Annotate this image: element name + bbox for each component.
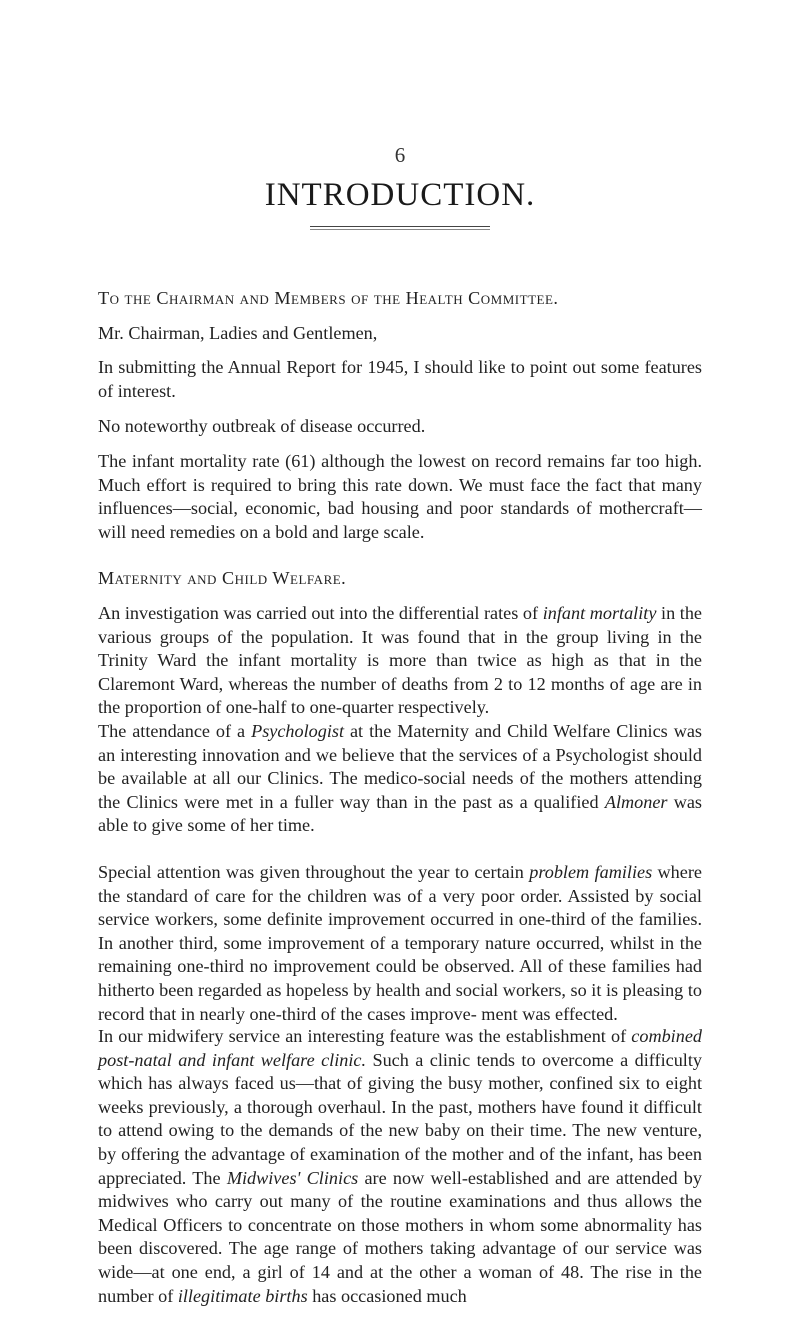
paragraph-psychologist — [98, 720, 702, 838]
emphasis-almoner: Almoner — [604, 791, 668, 812]
title-divider — [310, 226, 490, 230]
paragraph-report-intro: In submitting the Annual Report for 1945, I should like to point out some features of interest. — [98, 357, 702, 401]
page-title: INTRODUCTION. — [264, 177, 536, 213]
paragraph-text: Special attention was given throughout the year to certain — [98, 862, 530, 882]
addressee-line: To the Chairman and Members of the Health Committee. — [98, 288, 559, 308]
paragraph-text: In our midwifery service an interesting feature was the establishment of — [98, 1026, 632, 1046]
paragraph-text: The attendance of a — [98, 721, 252, 741]
paragraph-text: are now well-established and are attended by midwives who carry out many of the routine examinations and thus allows the Medical Officers to concentrate on those mothers in whom some abnormality has been discovered. The age range of mothers taking advantage of our service was wide—at one end, a girl of 14 and at the other a woman of 48. The rise in the number of — [98, 1167, 702, 1306]
section-heading-maternity: Maternity and Child Welfare. — [98, 568, 347, 588]
emphasis-infant-mortality: infant mortality — [542, 603, 657, 623]
paragraph-text: at the Maternity and Child Welfare Clinics was an interesting innovation and we believe that the services of a Psychologist should be available at all our Clinics. The medico-social needs of the mothers attending the Clinics were met in a fuller way than in the past as a qualified — [98, 721, 702, 812]
page-number: 6 — [394, 143, 406, 167]
salutation: Mr. Chairman, Ladies and Gentlemen, — [98, 323, 378, 343]
paragraph-text: where the standard of care for the children was of a very poor order. Assisted by social service workers, some definite improvement occurred in one-third of the families. In another third, some improvement of a temporary nature occurred, whilst in the remaining one-third no improvement could be observed. All of these families had hitherto been regarded as hopeless by health and social workers, so it is pleasing to record that in nearly one-third of the cases improve- ment was effected. — [98, 862, 702, 1024]
paragraph-text: in the various groups of the population. It was found that in the group living in the Trinity Ward the infant mortality is more than twice as high as that in the Claremont Ward, whereas the number of deaths from 2 to 12 months of age are in the proportion of one-half to one-quarter respectively. — [98, 603, 702, 718]
paragraph-text: Such a clinic tends to overcome a difficulty which has always faced us—that of giving the busy mother, confined six to eight weeks previously, a thorough overhaul. In the past, mothers have found it difficult to attend owing to the demands of the new baby on their time. The new venture, by offering the advantage of examination of the mother and of the infant, has been appreciated. The — [98, 1049, 702, 1188]
emphasis-psychologist: Psychologist — [251, 721, 345, 741]
emphasis-midwives-clinics: Midwives' Clinics — [226, 1167, 359, 1188]
paragraph-problem-families — [98, 861, 702, 1026]
paragraph-investigation — [98, 602, 702, 720]
paragraph-text: An investigation was carried out into the differential rates of — [98, 603, 543, 623]
emphasis-illegitimate-births: illegitimate births — [177, 1285, 308, 1306]
paragraph-text: has occasioned much — [307, 1285, 467, 1306]
emphasis-combined-clinic: combined post-natal and infant welfare clinic. — [98, 1026, 702, 1070]
paragraph-infant-mortality: The infant mortality rate (61) although the lowest on record remains far too high. Much effort is required to bring this rate down. We must face the fact that many influences—social, economic, bad housing and poor standards of mothercraft—will need remedies on a bold and large scale. — [98, 451, 702, 542]
paragraph-no-outbreak: No noteworthy outbreak of disease occurred. — [98, 416, 426, 436]
paragraph-text: was able to give some of her time. — [98, 791, 703, 836]
emphasis-problem-families: problem families — [529, 862, 653, 882]
paragraph-midwifery — [98, 1025, 702, 1308]
